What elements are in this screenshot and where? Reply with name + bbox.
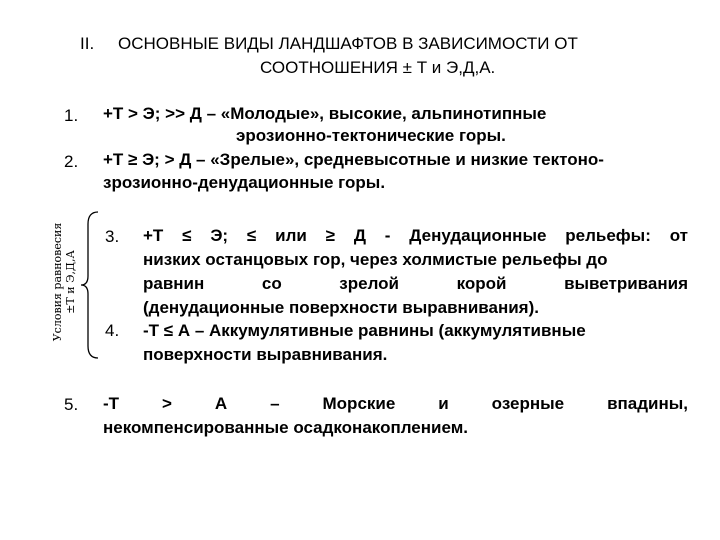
item-4-number: 4. xyxy=(105,321,120,340)
item-4-line-2: поверхности выравнивания. xyxy=(143,345,388,364)
item-5-line-1: -Т > А – Морские и озерные впадины, xyxy=(103,394,688,413)
item-1-line-2: эрозионно-тектонические горы. xyxy=(236,126,506,145)
item-3-line-3: равнин со зрелой корой выветривания xyxy=(143,274,688,293)
item-4-line-1: -Т ≤ А – Аккумулятивные равнины (аккумулятивные xyxy=(143,321,586,340)
item-1-number: 1. xyxy=(64,106,79,125)
item-2-number: 2. xyxy=(64,152,79,171)
item-3-line-4: (денудационные поверхности выравнивания). xyxy=(143,298,539,317)
equilibrium-conditions-label xyxy=(51,212,77,352)
section-number: II. xyxy=(80,34,95,53)
item-5-number: 5. xyxy=(64,395,79,414)
item-2-line-1: +Т ≥ Э; > Д – «Зрелые», средневысотные и низкие тектоно- xyxy=(103,150,604,169)
item-5-line-2: некомпенсированные осадконакоплением. xyxy=(103,418,468,437)
equilibrium-label-line-2: ±Т и Э,Д,А xyxy=(64,250,77,314)
bracket-icon xyxy=(78,210,102,360)
item-3-line-2: низких останцовых гор, через холмистые рельефы до xyxy=(143,250,608,269)
slide-title-line-2: СООТНОШЕНИЯ ± Т и Э,Д,А. xyxy=(260,58,496,77)
item-1-line-1: +Т > Э; >> Д – «Молодые», высокие, альпинотипные xyxy=(103,104,547,123)
item-3-number: 3. xyxy=(105,227,120,246)
item-3-line-1: +Т ≤ Э; ≤ или ≥ Д - Денудационные рельефы: от xyxy=(143,226,688,245)
slide-title-line-1: ОСНОВНЫЕ ВИДЫ ЛАНДШАФТОВ В ЗАВИСИМОСТИ ОТ xyxy=(118,34,578,53)
item-2-line-2: зрозионно-денудационные горы. xyxy=(103,173,386,192)
equilibrium-label-line-1: Условия равновесия xyxy=(51,222,64,342)
